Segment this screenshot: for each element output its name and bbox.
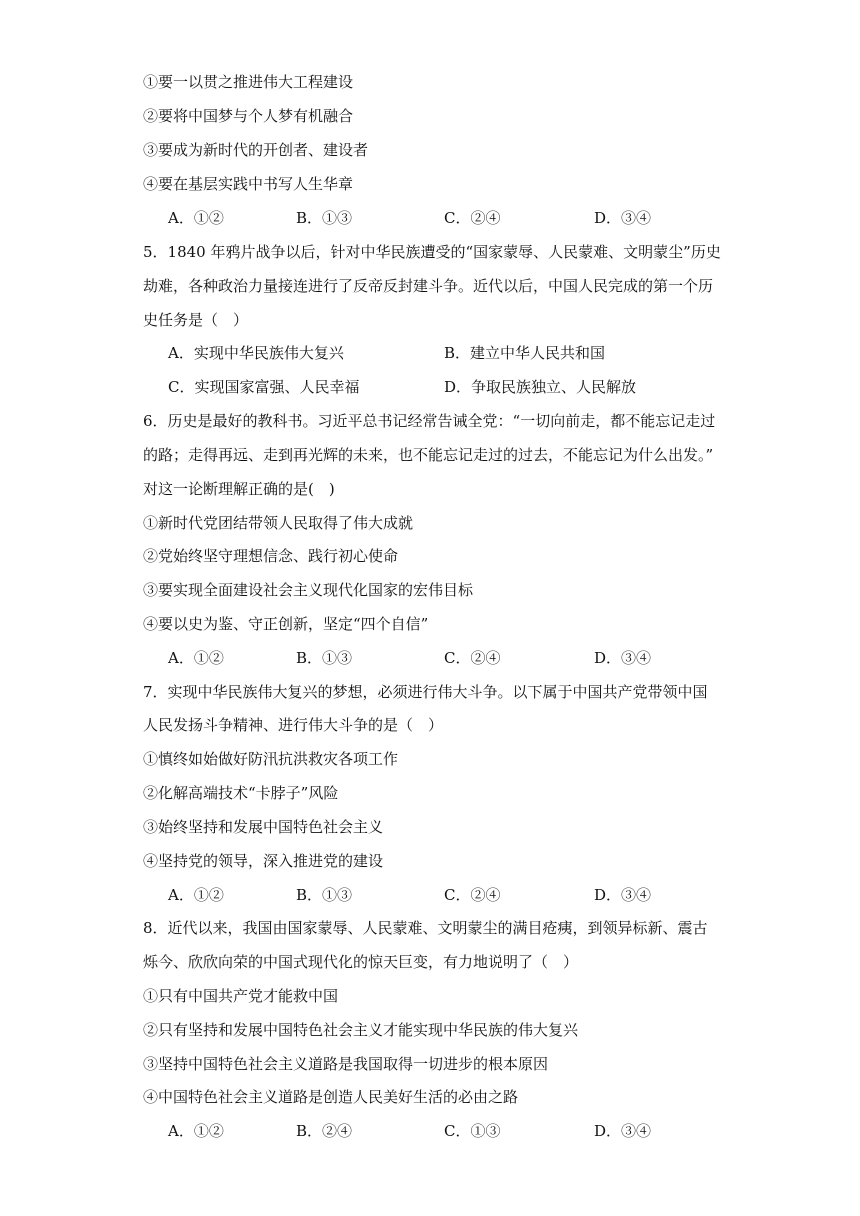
q7-statement-4: ④坚持党的领导，深入推进党的建设 bbox=[143, 852, 384, 870]
q7-statement-3: ③始终坚持和发展中国特色社会主义 bbox=[143, 818, 384, 836]
q8-statement-1: ①只有中国共产党才能救中国 bbox=[143, 987, 339, 1005]
q5-option-d: D．争取民族独立、人民解放 bbox=[444, 378, 637, 396]
q6-option-c: C．②④ bbox=[444, 649, 501, 667]
q7-statement-2: ②化解高端技术“卡脖子”风险 bbox=[143, 784, 339, 802]
q5-stem-line-2: 劫难，各种政治力量接连进行了反帝反封建斗争。近代以后，中国人民完成的第一个历 bbox=[143, 277, 714, 295]
q6-statement-2: ②党始终坚守理想信念、践行初心使命 bbox=[143, 547, 399, 565]
q6-option-d: D．③④ bbox=[594, 649, 652, 667]
q4-statement-2: ②要将中国梦与个人梦有机融合 bbox=[143, 107, 354, 125]
q4-statement-4: ④要在基层实践中书写人生华章 bbox=[143, 175, 354, 193]
q4-statement-3: ③要成为新时代的开创者、建设者 bbox=[143, 141, 369, 159]
q4-option-b: B．①③ bbox=[296, 209, 353, 227]
q8-option-c: C．①③ bbox=[444, 1122, 501, 1140]
q4-statement-1: ①要一以贯之推进伟大工程建设 bbox=[143, 73, 354, 91]
q6-stem-line-2: 的路；走得再远、走到再光辉的未来，也不能忘记走过的过去，不能忘记为什么出发。” bbox=[143, 446, 714, 464]
q8-option-a: A．①② bbox=[168, 1122, 224, 1140]
q8-option-d: D．③④ bbox=[594, 1122, 652, 1140]
q5-option-b: B．建立中华人民共和国 bbox=[444, 344, 606, 362]
q5-option-a: A．实现中华民族伟大复兴 bbox=[168, 344, 344, 362]
q6-stem-line-3: 对这一论断理解正确的是( ) bbox=[143, 480, 335, 498]
q4-option-c: C．②④ bbox=[444, 209, 501, 227]
q6-statement-3: ③要实现全面建设社会主义现代化国家的宏伟目标 bbox=[143, 581, 474, 599]
q8-stem-line-1: 8．近代以来，我国由国家蒙辱、人民蒙难、文明蒙尘的满目疮痍，到领异标新、震古 bbox=[143, 919, 708, 937]
q4-option-d: D．③④ bbox=[594, 209, 652, 227]
q7-option-d: D．③④ bbox=[594, 886, 652, 904]
q8-statement-2: ②只有坚持和发展中国特色社会主义才能实现中华民族的伟大复兴 bbox=[143, 1021, 579, 1039]
q7-option-c: C．②④ bbox=[444, 886, 501, 904]
q7-stem-line-1: 7．实现中华民族伟大复兴的梦想，必须进行伟大斗争。以下属于中国共产党带领中国 bbox=[143, 683, 708, 701]
q7-statement-1: ①慎终如始做好防汛抗洪救灾各项工作 bbox=[143, 750, 399, 768]
q5-stem-line-3: 史任务是（ ） bbox=[143, 311, 249, 329]
q7-stem-line-2: 人民发扬斗争精神、进行伟大斗争的是（ ） bbox=[143, 716, 444, 734]
q7-option-a: A．①② bbox=[168, 886, 224, 904]
q8-statement-4: ④中国特色社会主义道路是创造人民美好生活的必由之路 bbox=[143, 1088, 519, 1106]
q8-option-b: B．②④ bbox=[296, 1122, 353, 1140]
q6-stem-line-1: 6．历史是最好的教科书。习近平总书记经常告诫全党：“一切向前走，都不能忘记走过 bbox=[143, 412, 716, 430]
q5-option-c: C．实现国家富强、人民幸福 bbox=[168, 378, 360, 396]
q7-option-b: B．①③ bbox=[296, 886, 353, 904]
q6-option-b: B．①③ bbox=[296, 649, 353, 667]
q8-statement-3: ③坚持中国特色社会主义道路是我国取得一切进步的根本原因 bbox=[143, 1055, 549, 1073]
q4-option-a: A．①② bbox=[168, 209, 224, 227]
q6-statement-4: ④要以史为鉴、守正创新，坚定“四个自信” bbox=[143, 615, 429, 633]
q6-statement-1: ①新时代党团结带领人民取得了伟大成就 bbox=[143, 514, 414, 532]
q5-stem-line-1: 5．1840 年鸦片战争以后，针对中华民族遭受的“国家蒙辱、人民蒙难、文明蒙尘”历史 bbox=[143, 243, 721, 261]
q6-option-a: A．①② bbox=[168, 649, 224, 667]
q8-stem-line-2: 烁今、欣欣向荣的中国式现代化的惊天巨变，有力地说明了（ ） bbox=[143, 953, 579, 971]
